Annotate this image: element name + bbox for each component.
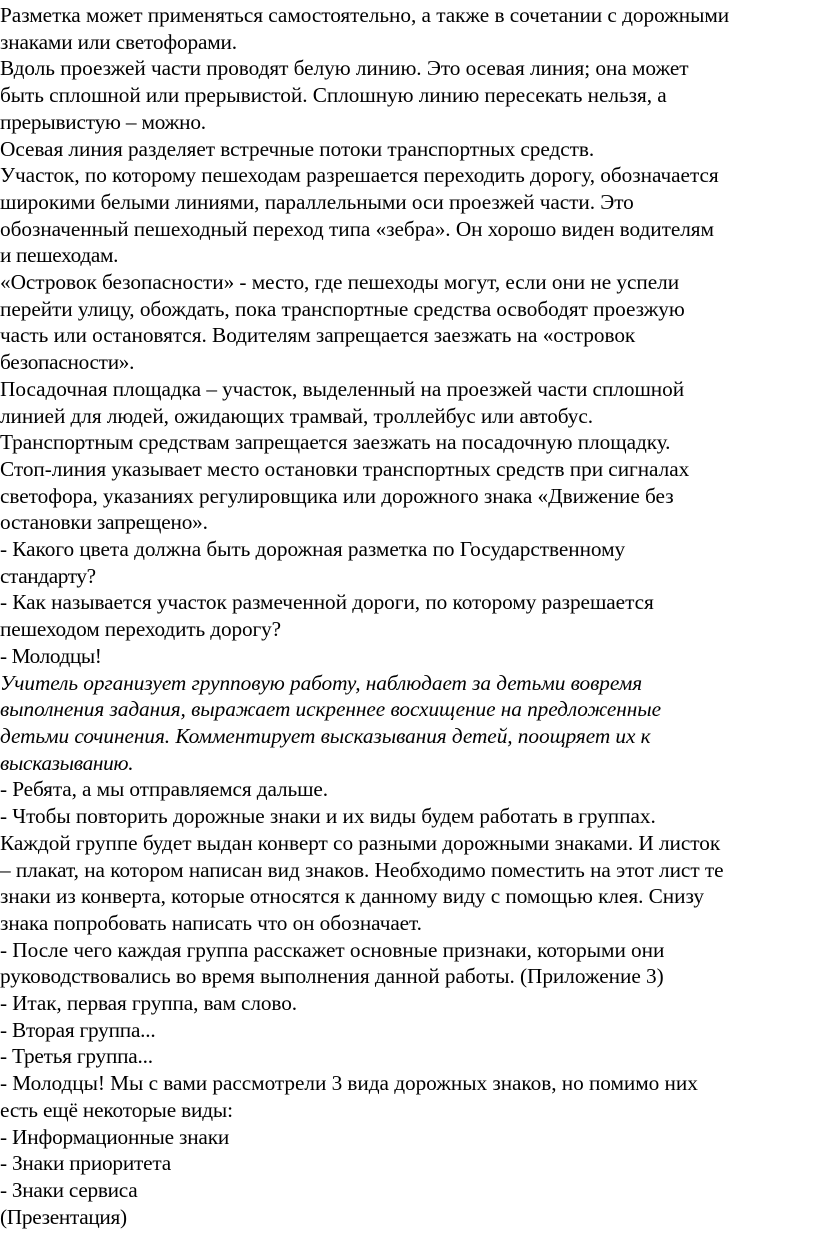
teacher-note-line: детьми сочинения. Комментирует высказывания детей, поощряет их к: [0, 723, 651, 748]
text-line: - Ребята, а мы отправляемся дальше.: [0, 777, 328, 802]
question-line: стандарту?: [0, 563, 96, 588]
text-line: Разметка может применяться самостоятельно, а также в сочетании с дорожными: [0, 3, 730, 27]
question-line: - Какого цвета должна быть дорожная разметка по Государственному: [0, 537, 626, 562]
list-item: - Знаки сервиса: [0, 1177, 138, 1202]
text-line: есть ещё некоторые виды:: [0, 1097, 233, 1122]
text-line: - Молодцы! Мы с вами рассмотрели 3 вида дорожных знаков, но помимо них: [0, 1071, 698, 1096]
question-line: - Как называется участок размеченной дороги, по которому разрешается: [0, 590, 654, 615]
text-line: «Островок безопасности» - место, где пешеходы могут, если они не успели: [0, 270, 680, 295]
text-line: - Молодцы!: [0, 643, 102, 668]
text-line: светофора, указаниях регулировщика или дорожного знака «Движение без: [0, 483, 674, 508]
text-line: Каждой группе будет выдан конверт со разными дорожными знаками. И листок: [0, 830, 721, 855]
text-line: и пешеходам.: [0, 243, 119, 268]
text-line: безопасности».: [0, 350, 135, 375]
text-line: знаками или светофорами.: [0, 29, 237, 54]
text-line: перейти улицу, обождать, пока транспортные средства освободят проезжую: [0, 296, 685, 321]
text-line: широкими белыми линиями, параллельными оси проезжей части. Это: [0, 189, 634, 214]
document-page: [0, 2, 816, 1230]
text-line: знаки из конверта, которые относятся к данному виду с помощью клея. Снизу: [0, 884, 704, 909]
teacher-note-line: выполнения задания, выражает искреннее восхищение на предложенные: [0, 697, 661, 722]
text-line: Участок, по которому пешеходам разрешается переходить дорогу, обозначается: [0, 163, 719, 188]
text-line: - Итак, первая группа, вам слово.: [0, 991, 297, 1016]
text-line: знака попробовать написать что он обозначает.: [0, 910, 422, 935]
text-line: прерывистую – можно.: [0, 109, 206, 134]
text-line: руководствовались во время выполнения данной работы. (Приложение 3): [0, 964, 664, 989]
text-line: - Вторая группа...: [0, 1017, 156, 1042]
text-line: - После чего каждая группа расскажет основные признаки, которыми они: [0, 937, 665, 962]
text-line: – плакат, на котором написан вид знаков. Необходимо поместить на этот лист те: [0, 857, 724, 882]
text-line: остановки запрещено».: [0, 510, 208, 535]
text-line: - Третья группа...: [0, 1044, 153, 1069]
text-line: Осевая линия разделяет встречные потоки транспортных средств.: [0, 136, 595, 161]
list-item: - Знаки приоритета: [0, 1151, 171, 1176]
text-line: Стоп-линия указывает место остановки транспортных средств при сигналах: [0, 456, 690, 481]
list-item: - Информационные знаки: [0, 1124, 230, 1149]
text-line: (Презентация): [0, 1204, 127, 1229]
text-line: часть или остановятся. Водителям запрещается заезжать на «островок: [0, 323, 636, 348]
text-line: Транспортным средствам запрещается заезжать на посадочную площадку.: [0, 430, 671, 455]
text-line: быть сплошной или прерывистой. Сплошную линию пересекать нельзя, а: [0, 83, 667, 108]
text-line: обозначенный пешеходный переход типа «зебра». Он хорошо виден водителям: [0, 216, 714, 241]
text-line: Вдоль проезжей части проводят белую линию. Это осевая линия; она может: [0, 56, 689, 81]
question-line: пешеходом переходить дорогу?: [0, 617, 281, 642]
text-line: - Чтобы повторить дорожные знаки и их виды будем работать в группах.: [0, 804, 656, 829]
teacher-note-line: Учитель организует групповую работу, наблюдает за детьми вовремя: [0, 670, 643, 695]
text-line: Посадочная площадка – участок, выделенный на проезжей части сплошной: [0, 376, 685, 401]
teacher-note-line: высказыванию.: [0, 750, 134, 775]
text-line: линией для людей, ожидающих трамвай, троллейбус или автобус.: [0, 403, 593, 428]
